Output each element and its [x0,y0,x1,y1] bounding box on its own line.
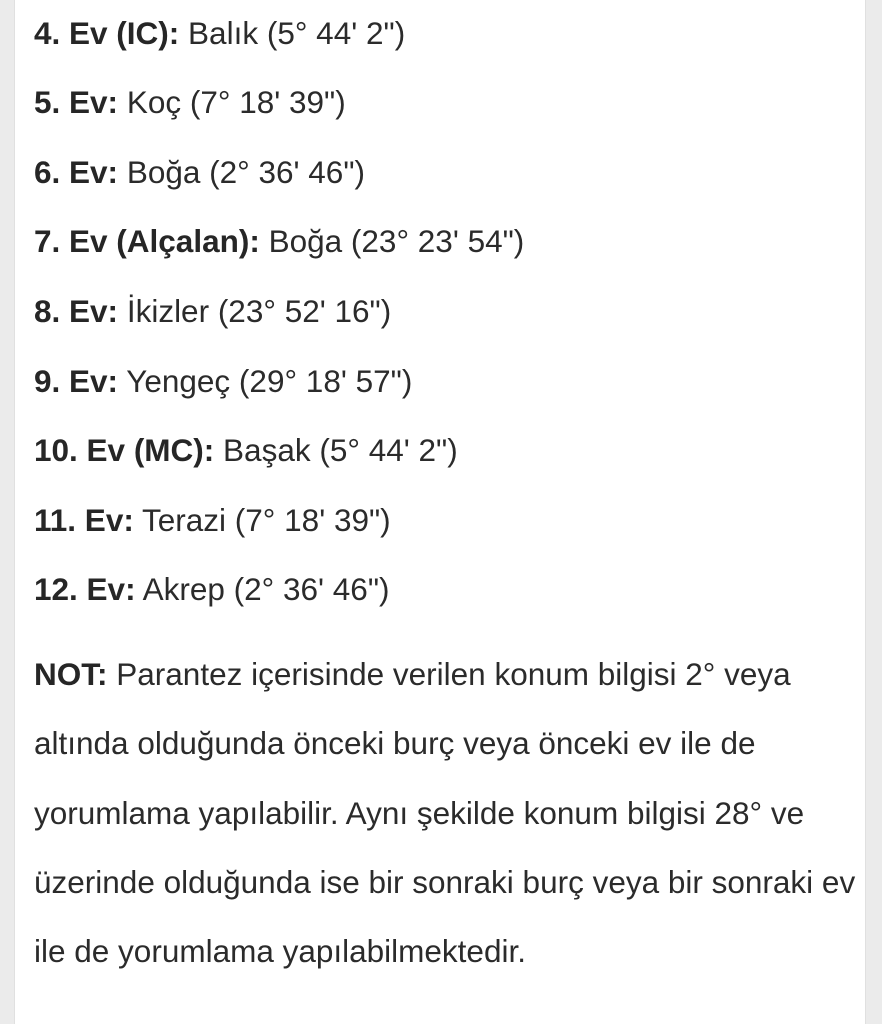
house-8-label: 8. Ev: [34,293,119,329]
note-text: Parantez içerisinde verilen konum bilgisi 2° veya altında olduğunda önceki burç veya önceki ev ile de yorumlama yapılabilir. Aynı şekilde konum bilgisi 28° ve üzerinde olduğunda ise bir sonraki burç veya bir sonraki ev ile de yorumlama yapılabilmektedir. [34,656,856,970]
house-5-label: 5. Ev: [34,84,119,120]
house-7-value: Boğa (23° 23' 54") [268,223,525,259]
house-4-value: Balık (5° 44' 2") [188,15,406,51]
house-10-label: 10. Ev (MC): [34,432,215,468]
house-9-value: Yengeç (29° 18' 57") [126,363,413,399]
note-label: NOT: [34,656,108,692]
house-4-label: 4. Ev (IC): [34,15,180,51]
house-6-value: Boğa (2° 36' 46") [126,154,366,190]
house-11-label: 11. Ev: [34,502,134,538]
house-12-line [34,569,390,609]
house-10-line [34,430,458,470]
house-10-value: Başak (5° 44' 2") [223,432,458,468]
house-7-line [34,221,524,261]
house-9-line [34,361,412,401]
article-page [14,0,866,1024]
house-5-line [34,82,346,122]
house-9-label: 9. Ev: [34,363,119,399]
house-5-value: Koç (7° 18' 39") [126,84,346,120]
house-6-line [34,152,365,192]
house-7-label: 7. Ev (Alçalan): [34,223,260,259]
house-4-line [34,13,405,53]
house-8-value: İkizler (23° 52' 16") [126,293,392,329]
house-12-value: Akrep (2° 36' 46") [142,571,390,607]
house-11-value: Terazi (7° 18' 39") [142,502,391,538]
note-paragraph [34,640,864,986]
house-8-line [34,291,391,331]
house-12-label: 12. Ev: [34,571,136,607]
house-11-line [34,500,391,540]
house-6-label: 6. Ev: [34,154,119,190]
